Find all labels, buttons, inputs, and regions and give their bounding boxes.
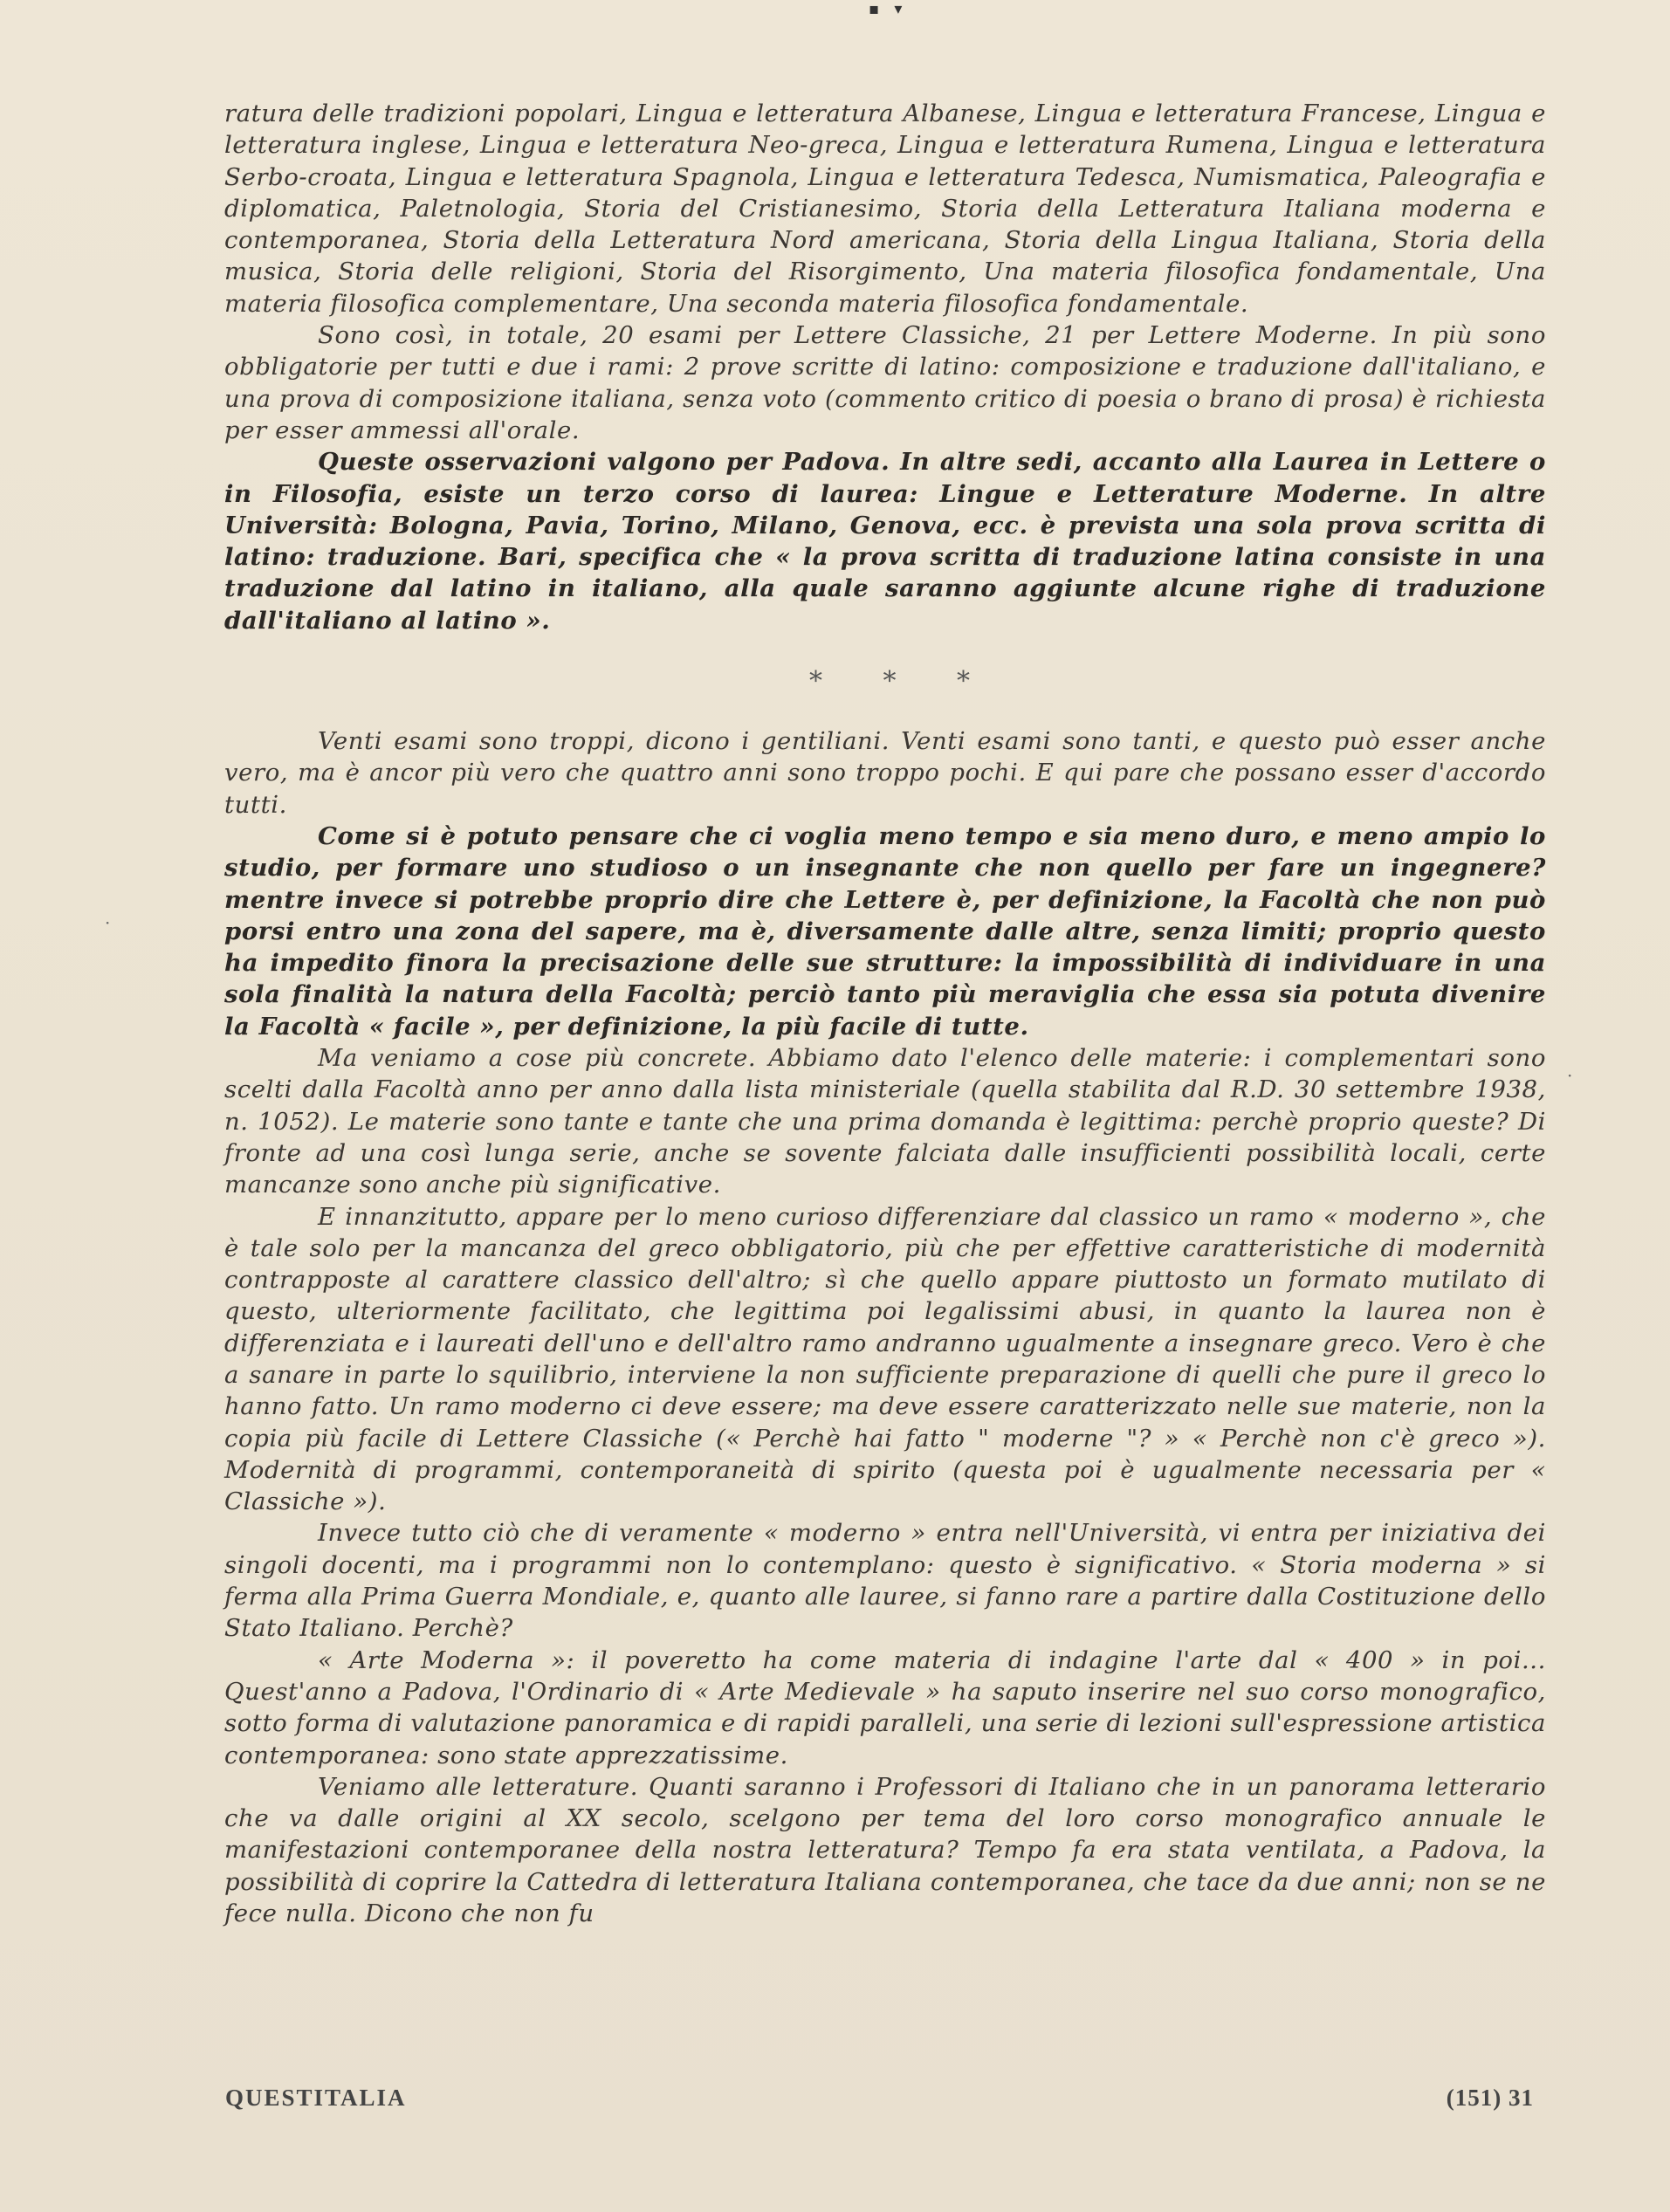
- paragraph: « Arte Moderna »: il poveretto ha come materia di indagine l'arte dal « 400 » in poi... Quest'anno a Padova, l'Ordinario di « Arte Medievale » ha saputo inserire nel suo corso monografico, sotto forma di valutazione panoramica e di rapidi paralleli, una serie di lezioni sull'espressione artistica contemporanea: sono state apprezzatissime.: [224, 1645, 1546, 1769]
- margin-mark: ·: [1567, 1065, 1573, 1086]
- paragraph: Veniamo alle letterature. Quanti saranno i Professori di Italiano che in un panorama letterario che va dalle origini al XX secolo, scelgono per tema del loro corso monografico annuale le manifestazioni contemporanee della nostra letteratura? Tempo fa era stata ventilata, a Padova, la possibilità di coprire la Cattedra di letteratura Italiana contemporanea, che tace da due anni; non se ne fece nulla. Dicono che non fu: [224, 1772, 1546, 1928]
- article-body: [224, 98, 1546, 1929]
- paragraph: Invece tutto ciò che di veramente « moderno » entra nell'Università, vi entra per iniziativa dei singoli docenti, ma i programmi non lo contemplano: questo è significativo. « Storia moderna » si ferma alla Prima Guerra Mondiale, e, quanto alle lauree, si fanno rare a partire dalla Costituzione dello Stato Italiano. Perchè?: [224, 1519, 1546, 1643]
- page-number: (151) 31: [1446, 2085, 1534, 2111]
- section-separator: * * *: [808, 666, 997, 697]
- paragraph: Queste osservazioni valgono per Padova. In altre sedi, accanto alla Laurea in Lettere o in Filosofia, esiste un terzo corso di laurea: Lingue e Letterature Moderne. In altre Università: Bologna, Pavia, Torino, Milano, Genova, ecc. è prevista una sola prova scritta di latino: traduzione. Bari, specifica che « la prova scritta di traduzione latina consiste in una traduzione dal latino in italiano, alla quale saranno aggiunte alcune righe di traduzione dall'italiano al latino ».: [224, 448, 1546, 635]
- paragraph: Come si è potuto pensare che ci voglia meno tempo e sia meno duro, e meno ampio lo studio, per formare uno studioso o un insegnante che non quello per fare un ingegnere? mentre invece si potrebbe proprio dire che Lettere è, per definizione, la Facoltà che non può porsi entro una zona del sapere, ma è, diversamente dalle altre, senza limiti; proprio questo ha impedito finora la precisazione delle sue strutture: la impossibilità di individuare in una sola finalità la natura della Facoltà; perciò tanto più meraviglia che essa sia potuta divenire la Facoltà « facile », per definizione, la più facile di tutte.: [224, 821, 1546, 1041]
- margin-mark: ·: [105, 912, 111, 933]
- paragraph: Ma veniamo a cose più concrete. Abbiamo dato l'elenco delle materie: i complementari sono scelti dalla Facoltà anno per anno dalla lista ministeriale (quella stabilita dal R.D. 30 settembre 1938, n. 1052). Le materie sono tante e tante che una prima domanda è legittima: perchè proprio queste? Di fronte ad una così lunga serie, anche se sovente falciata dalle insufficienti possibilità locali, certe mancanze sono anche più significative.: [224, 1044, 1546, 1199]
- journal-name: QUESTITALIA: [225, 2085, 407, 2111]
- top-print-marks: ▪ ▾: [869, 0, 903, 18]
- paragraph: E innanzitutto, appare per lo meno curioso differenziare dal classico un ramo « moderno », che è tale solo per la mancanza del greco obbligatorio, più che per effettive caratteristiche di modernità contrapposte al carattere classico dell'altro; sì che quello appare piuttosto un formato mutilato di questo, ulteriormente facilitato, che legittima poi legalissimi abusi, in quanto la laurea non è differenziata e i laureati dell'uno e dell'altro ramo andranno ugualmente a insegnare greco. Vero è che a sanare in parte lo squilibrio, interviene la non sufficiente preparazione di quelli che pure il greco lo hanno fatto. Un ramo moderno ci deve essere; ma deve essere caratterizzato nelle sue materie, non la copia più facile di Lettere Classiche (« Perchè hai fatto " moderne "? » « Perchè non c'è greco »). Modernità di programmi, contemporaneità di spirito (questa poi è ugualmente necessaria per « Classiche »).: [224, 1202, 1546, 1516]
- paragraph: ratura delle tradizioni popolari, Lingua e letteratura Albanese, Lingua e letteratura Francese, Lingua e letteratura inglese, Lingua e letteratura Neo-greca, Lingua e letteratura Rumena, Lingua e letteratura Serbo-croata, Lingua e letteratura Spagnola, Lingua e letteratura Tedesca, Numismatica, Paleografia e diplomatica, Paletnologia, Storia del Cristianesimo, Storia della Letteratura Italiana moderna e contemporanea, Storia della Letteratura Nord americana, Storia della Lingua Italiana, Storia della musica, Storia delle religioni, Storia del Risorgimento, Una materia filosofica fondamentale, Una materia filosofica complementare, Una seconda materia filosofica fondamentale.: [224, 100, 1546, 318]
- paragraph: Venti esami sono troppi, dicono i gentiliani. Venti esami sono tanti, e questo può esser anche vero, ma è ancor più vero che quattro anni sono troppo pochi. E qui pare che possano esser d'accordo tutti.: [224, 727, 1546, 819]
- paragraph: Sono così, in totale, 20 esami per Lettere Classiche, 21 per Lettere Moderne. In più sono obbligatorie per tutti e due i rami: 2 prove scritte di latino: composizione e traduzione dall'italiano, e una prova di composizione italiana, senza voto (commento critico di poesia o brano di prosa) è richiesta per esser ammessi all'orale.: [224, 321, 1546, 444]
